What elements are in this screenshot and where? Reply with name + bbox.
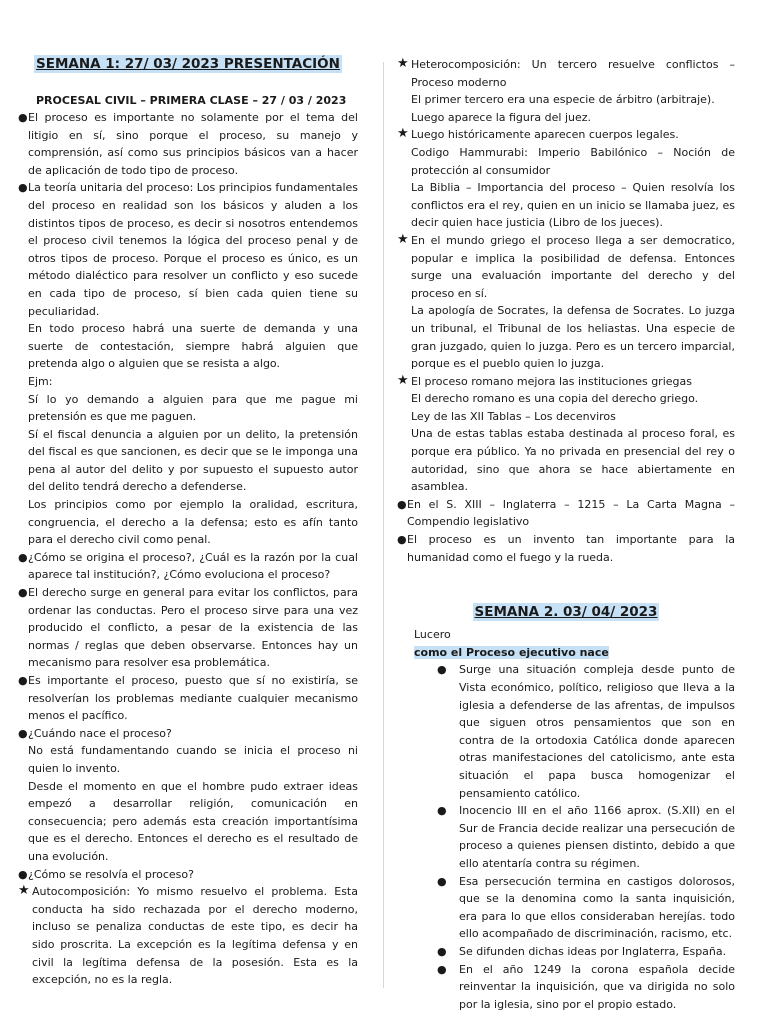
paragraph: El proceso es importante no solamente por el tema del litigio en sí, sino porque el proceso, su manejo y comprensión, así como sus principios básicos van a hacer de aplicación de todo tipo de proceso. (28, 111, 358, 177)
bullet-icon: ● (397, 497, 407, 511)
list-item (18, 179, 358, 548)
list-item (18, 672, 358, 725)
star-icon: ★ (397, 56, 409, 71)
paragraph: Luego aparece la figura del juez. (411, 110, 592, 124)
paragraph: No está fundamentando cuando se inicia el proceso ni quien lo invento. (28, 744, 358, 775)
sub-list-item (435, 943, 735, 961)
bullet-icon: ● (437, 804, 447, 818)
bullet-icon: ● (437, 874, 447, 888)
bullet-icon: ● (18, 674, 28, 687)
paragraph: El primer tercero era una especie de árbitro (arbitraje). (411, 93, 715, 107)
sub-item-text: Surge una situación compleja desde punto de Vista económico, político, religioso que lleva a la iglesia a defenderse de las afrentas, de impulsos que siguen otros pensamientos que son en contra de la ortodoxia Católica donde aparecen otras manifestaciones del catolicismo, ante esta situación el papa busca homogenizar el pensamiento católico. (459, 663, 735, 800)
paragraph: En el S. XIII – Inglaterra – 1215 – La Carta Magna – Compendio legislativo (407, 497, 735, 529)
paragraph: Desde el momento en que el hombre pudo extraer ideas empezó a desarrollar religión, comunicación en consecuencia; pero además esta creación importantísima que es el derecho. Entonces el derecho es el resultado de una evolución. (28, 779, 358, 863)
paragraph: El derecho romano es una copia del derecho griego. (411, 392, 699, 406)
week2-heading: SEMANA 2. 03/ 04/ 2023 (474, 604, 658, 621)
sub-item-text: Se difunden dichas ideas por Inglaterra, España. (459, 944, 727, 958)
star-icon: ★ (397, 126, 409, 142)
paragraph: Sí el fiscal denuncia a alguien por un delito, la pretensión del fiscal es que sancionen, es decir que se le imponga una pena al autor del delito y por supuesto el supuesto autor del delito tendrá derecho a defenderse. (28, 427, 358, 494)
paragraph: Ejm: (28, 374, 53, 388)
paragraph: La teoría unitaria del proceso: Los principios fundamentales del proceso en realidad son los básicos y aluden a los distintos tipos de proceso, es decir si nosotros entendemos el proceso civil tenemos la lógica del proceso penal y de otros tipos de proceso. Porque el proceso es único, es un método dialéctico para resolver un conflicto y eso sucede en cada tipo de proceso, sí bien cada quien tiene su peculiaridad. (28, 181, 358, 318)
class-subheading: PROCESAL CIVIL – PRIMERA CLASE – 27 / 03 / 2023 (36, 94, 347, 107)
sub-item-text: En el año 1249 la corona española decide reinventar la inquisición, que va dirigida no solo por la iglesia, sino por el propio estado. (459, 962, 735, 1011)
bullet-icon: ● (397, 533, 407, 547)
bullet-icon: ● (18, 867, 28, 881)
left-star-list (18, 883, 358, 989)
list-item (397, 496, 735, 531)
bullet-icon: ● (437, 944, 447, 958)
list-item (397, 531, 735, 566)
list-item (18, 109, 358, 179)
left-bullet-list (18, 109, 358, 883)
sub-item-text: Inocencio III en el año 1166 aprox. (S.XII) en el Sur de Francia decide realizar una persecución de proceso a quienes piensen distinto, debido a que ello atentaría contra su régimen. (459, 804, 735, 870)
sub-list-item (435, 873, 735, 943)
paragraph: Una de estas tablas estaba destinada al proceso foral, es porque era público. Ya no privada en presencial del rey o autoridad, sino que ahora se hace abiertamente en asamblea. (411, 427, 735, 494)
paragraph: La apología de Socrates, la defensa de Socrates. Lo juzga un tribunal, el Tribunal de los heliastas. Una especie de gran juzgado, quien lo juzga. Pero es un tercero imparcial, porque es el pueblo quien lo juzga. (411, 304, 735, 371)
bullet-icon: ● (18, 111, 28, 124)
column-divider (383, 62, 384, 988)
bullet-icon: ● (437, 962, 447, 976)
paragraph: Los principios como por ejemplo la oralidad, escritura, congruencia, el derecho a la defensa; esto es afín tanto para el derecho civil como penal. (28, 498, 358, 547)
sub-list-item (435, 961, 735, 1014)
list-item (397, 373, 735, 496)
bullet-icon: ● (18, 181, 28, 195)
bullet-icon: ● (18, 586, 28, 600)
paragraph: En el mundo griego el proceso llega a ser democratico, popular e implica la posibilidad de defensa. Entonces surge una evaluación importante del derecho y del proceso en sí. (411, 233, 735, 300)
paragraph: Luego históricamente aparecen cuerpos legales. (411, 128, 679, 142)
paragraph: El proceso romano mejora las instituciones griegas (411, 374, 692, 388)
star-icon: ★ (397, 231, 409, 247)
paragraph: Ley de las XII Tablas – Los decenviros (411, 409, 616, 423)
list-item (18, 725, 358, 866)
paragraph: Heterocomposición: Un tercero resuelve conflictos – Proceso moderno (411, 58, 735, 89)
paragraph: El proceso es un invento tan importante para la humanidad como el fuego y la rueda. (407, 533, 735, 564)
paragraph: En todo proceso habrá una suerte de demanda y una suerte de contestación, siempre habrá alguien que pretenda algo o alguien que se resista a algo. (28, 322, 358, 371)
list-item (18, 549, 358, 584)
right-column (397, 56, 735, 1013)
author-name: Lucero (414, 628, 451, 642)
list-item (18, 584, 358, 672)
paragraph: La Biblia – Importancia del proceso – Quien resolvía los conflictos era el rey, quien en un inicio se llamaba juez, es decir quien hace justicia (Libro de los jueces). (411, 181, 735, 230)
paragraph: ¿Cuándo nace el proceso? (28, 726, 172, 740)
list-item (397, 232, 735, 373)
week1-heading: SEMANA 1: 27/ 03/ 2023 PRESENTACIÓN (36, 56, 340, 72)
week2-section (397, 604, 735, 1013)
paragraph: Autocomposición: Yo mismo resuelvo el problema. Esta conducta ha sido rechazada por el derecho moderno, incluso se penaliza conductas de este tipo, es decir ha sido proscrita. La excepción es la legítima defensa y en civil la legítima defensa de la posesión. Esta es la excepción, no es la regla. (32, 885, 358, 987)
left-column (18, 56, 358, 989)
list-item (397, 126, 735, 232)
star-icon: ★ (18, 883, 30, 899)
sub-list-item (435, 661, 735, 802)
topic-line: como el Proceso ejecutivo nace (414, 645, 609, 659)
list-item (397, 56, 735, 126)
week2-sub-list (397, 661, 735, 1013)
right-bullet-list (397, 496, 735, 566)
right-star-list (397, 56, 735, 496)
paragraph: Sí lo yo demando a alguien para que me pague mi pretensión es que me paguen. (28, 392, 358, 424)
paragraph: Es importante el proceso, puesto que sí no existiría, se resolverían los problemas mediante cualquier mecanismo menos el pacífico. (28, 674, 358, 723)
list-item (18, 883, 358, 989)
bullet-icon: ● (18, 550, 28, 564)
paragraph: El derecho surge en general para evitar los conflictos, para ordenar las conductas. Pero el proceso sirve para una vez producido el conflicto, a pesar de la existencia de las normas / reglas que deben observarse. Entonces hay un mecanismo para resolver esa problemática. (28, 586, 358, 670)
star-icon: ★ (397, 372, 409, 388)
sub-item-text: Esa persecución termina en castigos dolorosos, que se la denomina como la santa inquisición, era para lo que ellos consideraban herejías. todo ello acompañado de discriminación, racismo, etc. (459, 874, 735, 941)
bullet-icon: ● (18, 726, 28, 740)
paragraph: ¿Cómo se resolvía el proceso? (28, 867, 194, 881)
bullet-icon: ● (437, 663, 447, 677)
paragraph: Codigo Hammurabi: Imperio Babilónico – Noción de protección al consumidor (411, 145, 735, 177)
list-item (18, 866, 358, 884)
paragraph: ¿Cómo se origina el proceso?, ¿Cuál es la razón por la cual aparece tal institución?, ¿Cómo evoluciona el proceso? (28, 550, 358, 582)
sub-list-item (435, 802, 735, 872)
